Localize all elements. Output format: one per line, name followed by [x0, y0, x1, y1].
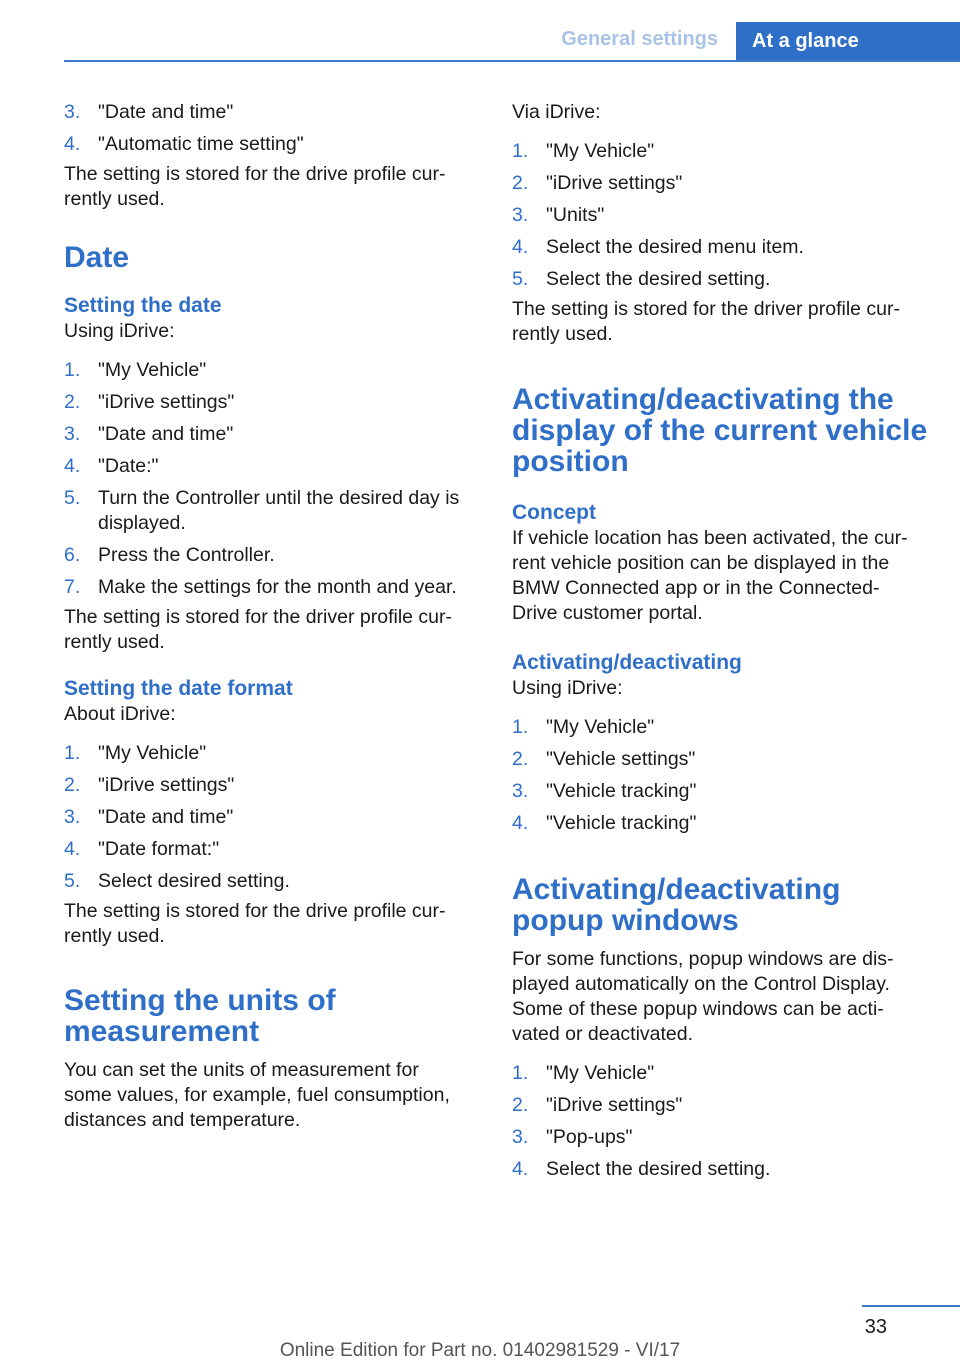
position-heading: Activating/deactivating the display of the current vehicle position: [512, 383, 928, 478]
list-item: [512, 235, 930, 260]
list-item-number: 3.: [512, 204, 529, 226]
setting-date-steps: [64, 358, 478, 600]
list-item-number: 4.: [512, 1158, 529, 1180]
list-item-text: "Date and time": [98, 101, 234, 123]
popup-steps: [512, 1061, 930, 1182]
units-steps: [512, 139, 930, 292]
list-item-number: 5.: [512, 268, 529, 290]
list-item-number: 5.: [64, 870, 81, 892]
list-item-text: "Date format:": [98, 838, 220, 860]
list-item-text: "My Vehicle": [98, 742, 207, 764]
list-item-number: 3.: [64, 423, 81, 445]
list-item: [64, 773, 478, 798]
page-number: 33: [864, 1316, 887, 1338]
list-item: [64, 132, 478, 157]
list-item-number: 4.: [64, 455, 81, 477]
list-item: [64, 575, 478, 600]
list-item-text: "My Vehicle": [546, 1062, 655, 1084]
date-format-note: The setting is stored for the drive profile cur- rently used.: [64, 900, 446, 947]
left-column: [64, 100, 478, 1133]
via-intro: Via iDrive:: [512, 101, 601, 123]
list-item: [64, 837, 478, 862]
list-item-number: 1.: [512, 140, 529, 162]
list-item: [512, 203, 930, 228]
list-item-text: "Date and time": [98, 423, 234, 445]
list-item: [64, 390, 478, 415]
list-item-number: 2.: [512, 748, 529, 770]
list-item-number: 7.: [64, 576, 81, 598]
list-item-text: "Vehicle settings": [546, 748, 696, 770]
list-item-number: 3.: [512, 780, 529, 802]
list-item: [64, 422, 478, 447]
list-item-number: 3.: [512, 1126, 529, 1148]
list-item-number: 6.: [64, 544, 81, 566]
list-item-text: "My Vehicle": [546, 140, 655, 162]
list-item-number: 2.: [512, 1094, 529, 1116]
list-item: [64, 543, 478, 568]
setting-date-heading: Setting the date: [64, 294, 222, 317]
list-item-number: 4.: [512, 236, 529, 258]
list-item-text: "Date:": [98, 455, 159, 477]
list-item-number: 2.: [64, 391, 81, 413]
list-item-number: 5.: [64, 487, 81, 509]
list-item-text: Make the settings for the month and year.: [98, 576, 457, 598]
date-format-steps: [64, 741, 478, 894]
setting-date-intro: Using iDrive:: [64, 320, 175, 342]
concept-heading: Concept: [512, 501, 596, 524]
list-item-text: Turn the Controller until the desired day is displayed.: [98, 487, 460, 534]
setting-date-note: The setting is stored for the driver profile cur- rently used.: [64, 606, 452, 653]
header-rule: [64, 60, 960, 62]
list-item-text: Select the desired setting.: [546, 1158, 771, 1180]
date-format-intro: About iDrive:: [64, 703, 176, 725]
list-item: [512, 139, 930, 164]
popup-heading: Activating/deactivating popup windows: [512, 873, 841, 937]
edition-footer: Online Edition for Part no. 01402981529 - VI/17: [279, 1340, 681, 1361]
list-item-number: 1.: [64, 359, 81, 381]
list-item-text: "Date and time": [98, 806, 234, 828]
list-item-text: "My Vehicle": [546, 716, 655, 738]
list-item: [64, 869, 478, 894]
list-item-text: "iDrive settings": [98, 774, 235, 796]
list-item: [512, 715, 930, 740]
list-item-number: 2.: [64, 774, 81, 796]
list-item-text: Press the Controller.: [98, 544, 275, 566]
list-item: [512, 267, 930, 292]
intro-list: [64, 100, 478, 157]
list-item: [512, 1061, 930, 1086]
list-item: [512, 1157, 930, 1182]
activating-intro: Using iDrive:: [512, 677, 623, 699]
units-note: The setting is stored for the driver profile cur- rently used.: [512, 298, 900, 345]
list-item-number: 4.: [512, 812, 529, 834]
list-item: [512, 779, 930, 804]
list-item: [512, 811, 930, 836]
date-heading: Date: [64, 241, 130, 274]
section-tab[interactable]: General settings: [561, 28, 718, 50]
list-item: [64, 805, 478, 830]
list-item-text: "iDrive settings": [98, 391, 235, 413]
right-column: [512, 100, 930, 1189]
list-item-text: "Vehicle tracking": [546, 780, 697, 802]
date-format-heading: Setting the date format: [64, 677, 293, 700]
list-item: [512, 1093, 930, 1118]
list-item: [64, 358, 478, 383]
page-header: [0, 0, 960, 62]
popup-text: For some functions, popup windows are dis- played automatically on the Control Display. Some of these popup windows can be acti- vated or deactivated.: [512, 948, 894, 1045]
list-item-text: Select the desired setting.: [546, 268, 771, 290]
list-item-text: "Pop-ups": [546, 1126, 633, 1148]
units-text: You can set the units of measurement for some values, for example, fuel consumption, distances and temperature.: [64, 1059, 450, 1131]
list-item-text: Select the desired menu item.: [546, 236, 804, 258]
chapter-tab[interactable]: At a glance: [736, 22, 960, 62]
list-item-number: 3.: [64, 101, 81, 123]
list-item: [64, 741, 478, 766]
list-item: [64, 454, 478, 479]
list-item-text: "Vehicle tracking": [546, 812, 697, 834]
list-item-number: 3.: [64, 806, 81, 828]
list-item-text: Select desired setting.: [98, 870, 290, 892]
list-item-number: 4.: [64, 133, 81, 155]
list-item-number: 1.: [512, 716, 529, 738]
list-item: [512, 171, 930, 196]
list-item-number: 1.: [64, 742, 81, 764]
list-item-text: "Automatic time setting": [98, 133, 304, 155]
list-item: [64, 486, 478, 536]
intro-note: The setting is stored for the drive profile cur- rently used.: [64, 163, 446, 210]
list-item-text: "iDrive settings": [546, 1094, 683, 1116]
list-item-text: "My Vehicle": [98, 359, 207, 381]
units-heading: Setting the units of measurement: [64, 984, 336, 1048]
list-item-text: "iDrive settings": [546, 172, 683, 194]
activating-steps: [512, 715, 930, 836]
list-item-number: 4.: [64, 838, 81, 860]
list-item: [64, 100, 478, 125]
list-item-number: 2.: [512, 172, 529, 194]
list-item: [512, 1125, 930, 1150]
list-item-text: "Units": [546, 204, 605, 226]
list-item-number: 1.: [512, 1062, 529, 1084]
footer-rule: [862, 1305, 960, 1307]
activating-heading: Activating/deactivating: [512, 651, 742, 674]
list-item: [512, 747, 930, 772]
concept-text: If vehicle location has been activated, the cur- rent vehicle position can be displayed in the BMW Connected app or in the Connected- Drive customer portal.: [512, 527, 908, 624]
